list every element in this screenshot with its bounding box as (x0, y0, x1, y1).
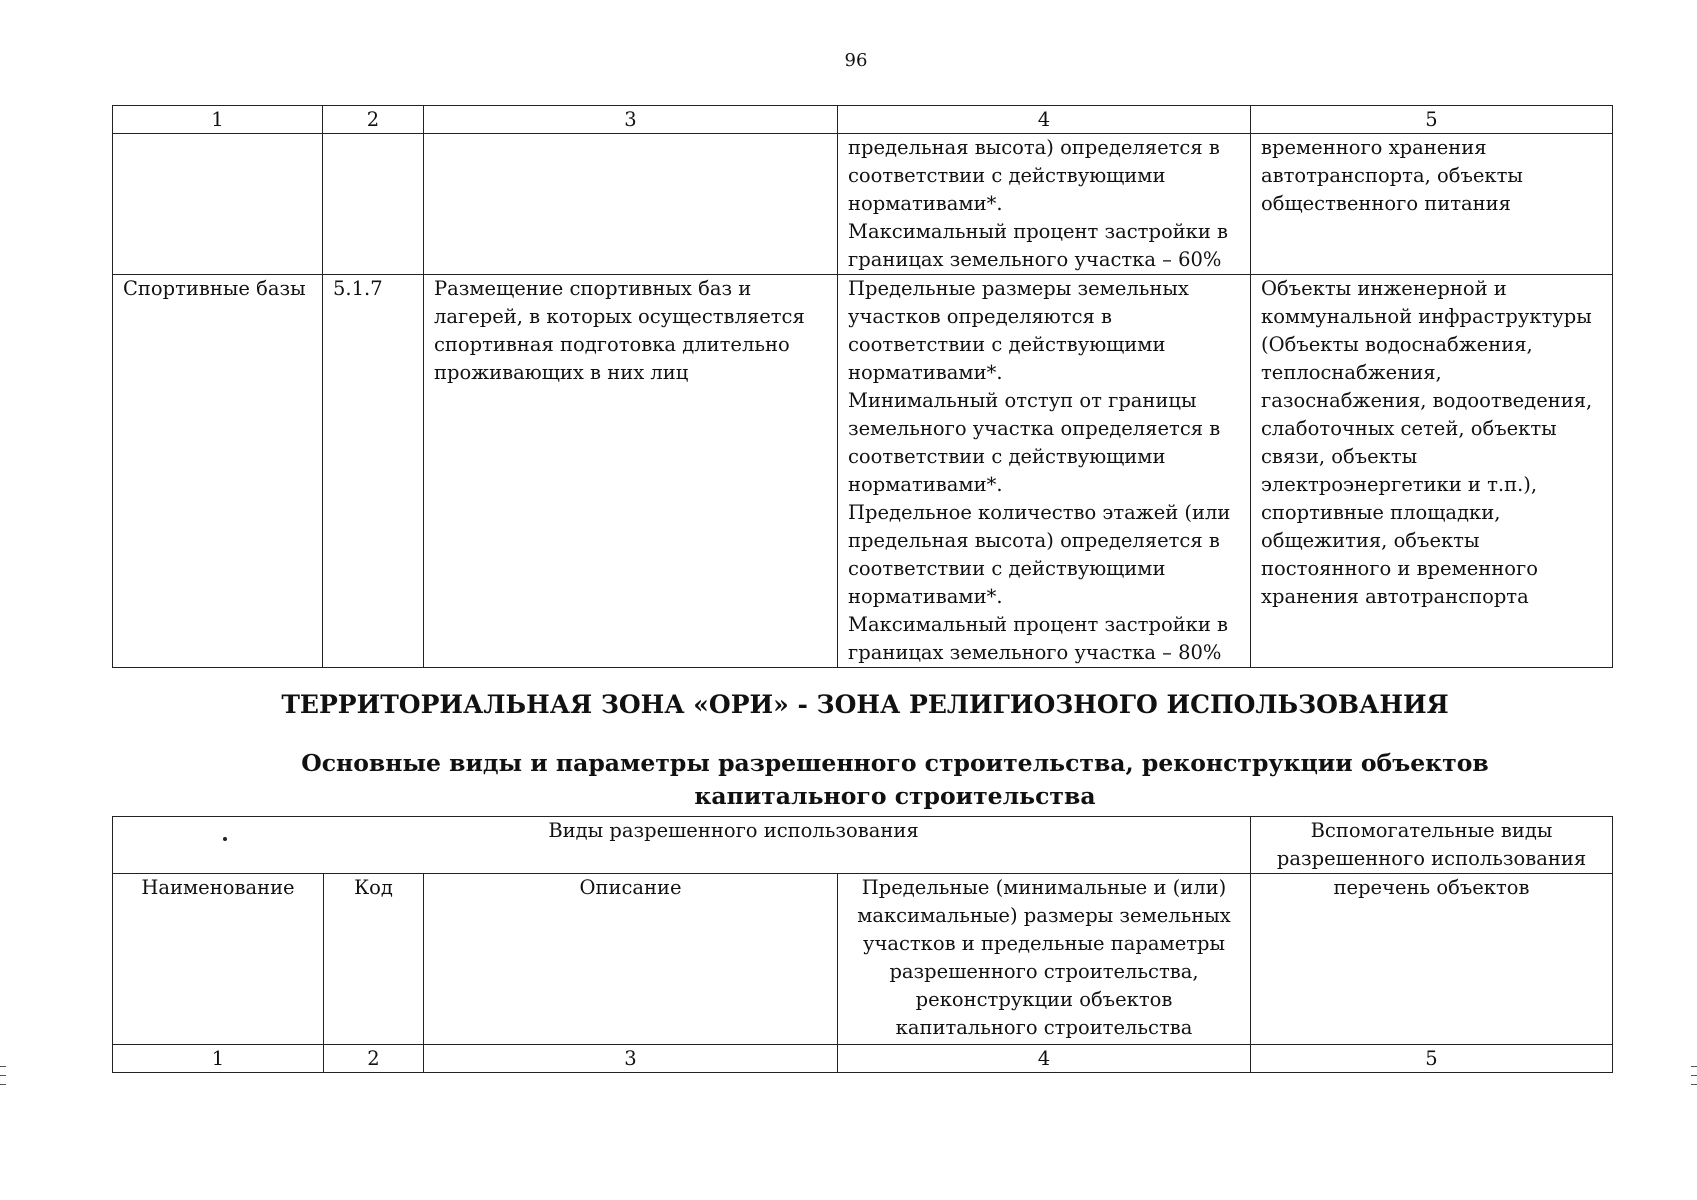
scan-edge-mark (0, 1066, 6, 1067)
group-header-row (113, 817, 1613, 874)
header-description: Описание (424, 874, 838, 1045)
row-auxiliary-cell: Объекты инженерной и коммунальной инфраструктуры (Объекты водоснабжения, теплоснабжения, газоснабжения, водоотведения, слаботочных сетей, объекты связи, объекты электроэнергетики и т.п.), спортивные площадки, общежития, объекты постоянного и временного хранения автотранспорта (1251, 275, 1613, 668)
column-number-4: 4 (838, 106, 1251, 134)
column-number-1: 1 (113, 106, 323, 134)
row-parameters-cell: Предельные размеры земельных участков определяются в соответствии с действующими нормативами*. Минимальный отступ от границы земельного участка определяется в соответствии с действующими нормативами*. Предельное количество этажей (или предельная высота) определяется в соответствии с действующими нормативами*. Максимальный процент застройки в границах земельного участка – 80% (838, 275, 1251, 668)
column-number-5: 5 (1251, 1045, 1613, 1073)
header-code: Код (324, 874, 424, 1045)
zone-subheading: Основные виды и параметры разрешенного строительства, реконструкции объектов капитального строительства (301, 749, 1489, 810)
header-parameters: Предельные (минимальные и (или) максимальные) размеры земельных участков и предельные параметры разрешенного строительства, реконструкции объектов капитального строительства (838, 874, 1251, 1045)
scan-edge-mark (1691, 1075, 1697, 1076)
zone-heading: ТЕРРИТОРИАЛЬНАЯ ЗОНА «ОРИ» - ЗОНА РЕЛИГИОЗНОГО ИСПОЛЬЗОВАНИЯ (281, 690, 1449, 719)
table-row-sports-bases (113, 275, 1613, 668)
scan-edge-mark (1691, 1066, 1697, 1067)
group-header-main (113, 817, 1251, 874)
column-number-1: 1 (113, 1045, 324, 1073)
row-name-cell (113, 134, 323, 275)
ori-zone-table (112, 816, 1613, 1073)
column-number-2: 2 (323, 106, 424, 134)
row-auxiliary-cell: временного хранения автотранспорта, объекты общественного питания (1251, 134, 1613, 275)
column-header-row (113, 874, 1613, 1045)
scan-edge-mark (1691, 1084, 1697, 1085)
group-header-auxiliary: Вспомогательные виды разрешенного использования (1251, 817, 1613, 874)
column-number-3: 3 (424, 1045, 838, 1073)
row-description-cell: Размещение спортивных баз и лагерей, в которых осуществляется спортивная подготовка длительно проживающих в них лиц (424, 275, 838, 668)
scan-edge-mark (0, 1075, 6, 1076)
row-description-cell (424, 134, 838, 275)
scan-edge-mark (0, 1084, 6, 1085)
header-auxiliary: перечень объектов (1251, 874, 1613, 1045)
column-number-row (113, 106, 1613, 134)
column-number-5: 5 (1251, 106, 1613, 134)
stray-dot (223, 837, 227, 841)
group-header-main-label: Виды разрешенного использования (548, 819, 919, 842)
column-number-4: 4 (838, 1045, 1251, 1073)
header-name: Наименование (113, 874, 324, 1045)
row-name-cell: Спортивные базы (113, 275, 323, 668)
page-number: 96 (844, 50, 868, 71)
table-row (113, 134, 1613, 275)
column-number-2: 2 (324, 1045, 424, 1073)
column-number-row (113, 1045, 1613, 1073)
continued-zone-table (112, 105, 1613, 668)
row-parameters-cell: предельная высота) определяется в соответствии с действующими нормативами*. Максимальный процент застройки в границах земельного участка – 60% (838, 134, 1251, 275)
column-number-3: 3 (424, 106, 838, 134)
row-code-cell: 5.1.7 (323, 275, 424, 668)
row-code-cell (323, 134, 424, 275)
